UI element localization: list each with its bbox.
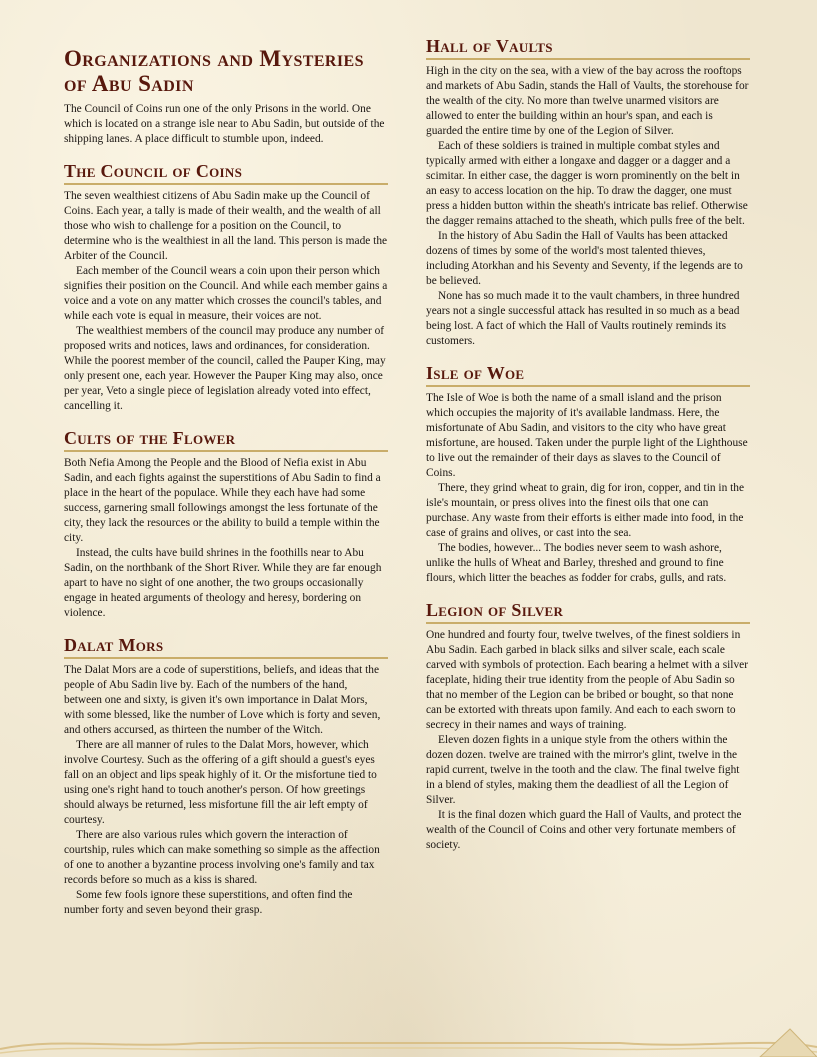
paragraph: None has so much made it to the vault chambers, in three hundred years not a single successful attack has resulted in so much as a bead being lost. A fact of which the Hall of Vaults routinely reminds its customers. bbox=[426, 290, 740, 347]
section-legion-of-silver bbox=[426, 600, 750, 853]
footer-ornament bbox=[0, 1019, 817, 1057]
intro-paragraph: The Council of Coins run one of the only Prisons in the world. One which is located on a strange isle near to Abu Sadin, but outside of the shipping lanes. A place difficult to stumble upon, indeed. bbox=[64, 103, 385, 145]
paragraph: The bodies, however... The bodies never seem to wash ashore, unlike the hulls of Wheat and Barley, threshed and ground to fine flours, which litter the beaches as fodder for crabs, gulls, and rats. bbox=[426, 542, 727, 584]
page-title: Organizations and Mysteries of Abu Sadin bbox=[64, 46, 364, 96]
intro-section bbox=[64, 102, 388, 147]
section-isle-of-woe bbox=[426, 363, 750, 586]
paragraph: Each member of the Council wears a coin upon their person which signifies their position on the Council. And while each member gains a voice and a vote on any matter which crosses the council's tables, and while each vote is equal in measure, their voices are not. bbox=[64, 265, 388, 322]
section-dalat-mors bbox=[64, 635, 388, 918]
paragraph: The Isle of Woe is both the name of a small island and the prison which occupies the majority of it's available landmass. Here, the misfortunate of Abu Sadin, and visitors to the city who have great misfortune, are housed. Taken under the purple light of the Lighthouse to live out the remainder of their days as slaves to the Council of Coins. bbox=[426, 392, 748, 479]
section-hall-of-vaults bbox=[426, 36, 750, 349]
paragraph: Each of these soldiers is trained in multiple combat styles and typically armed with either a longaxe and dagger or a dagger and a scimitar. In either case, the dagger is worn prominently on the belt in an easy to access location on the hip. To draw the dagger, one must press a hidden button within the sheath's intricate bas relief. Otherwise the dagger remains attached to the sheath, which pulls free of the belt. bbox=[426, 140, 748, 227]
paragraph: The seven wealthiest citizens of Abu Sadin make up the Council of Coins. Each year, a tally is made of their wealth, and the wealth of all those who wish to challenge for a position on the Council, to determine who is the wealthiest in all the land. This person is made the Arbiter of the Council. bbox=[64, 190, 388, 262]
paragraph: There are all manner of rules to the Dalat Mors, however, which involve Courtesy. Such as the offering of a gift should a guest's eyes fall on an object and lips speak highly of it. Or the misfortune tied to using one's right hand to touch another's person. Of how greetings should always be returned, less misfortune fill the air left empty of courtesy. bbox=[64, 739, 377, 826]
paragraph: There are also various rules which govern the interaction of courtship, rules which can make something so simple as the affection of one to another a byzantine process involving one's family and tax records before so much as a kiss is shared. bbox=[64, 829, 380, 886]
paragraph: In the history of Abu Sadin the Hall of Vaults has been attacked dozens of times by some of the world's most talented thieves, including Atorkhan and his Seventy and Seventy, if the legends are to be believed. bbox=[426, 230, 743, 287]
section-heading: Legion of Silver bbox=[426, 600, 750, 624]
section-heading: Dalat Mors bbox=[64, 635, 388, 659]
section-cults-of-the-flower bbox=[64, 428, 388, 621]
paragraph: Instead, the cults have build shrines in the foothills near to Abu Sadin, on the northbank of the Short River. While they are far enough apart to have no sight of one another, the two groups occasionally engage in heated arguments of theology and heresy, bordering on violence. bbox=[64, 547, 382, 619]
paragraph: It is the final dozen which guard the Hall of Vaults, and protect the wealth of the Council of Coins and other very fortunate members of society. bbox=[426, 809, 742, 851]
paragraph: The wealthiest members of the council may produce any number of proposed writs and notices, laws and ordinances, for consideration. While the poorest member of the council, called the Pauper King, may only present one, each year. However the Pauper King may also, once per year, Veto a single piece of legislation already voted into effect, cancelling it. bbox=[64, 325, 386, 412]
paragraph: The Dalat Mors are a code of superstitions, beliefs, and ideas that the people of Abu Sadin live by. Each of the numbers of the hand, between one and sixty, is given it's own importance in Dalat Mors, with some blessed, like the number of Love which is forty and seven, and others accursed, as thirteen the number of the Witch. bbox=[64, 664, 381, 736]
paragraph: Both Nefia Among the People and the Blood of Nefia exist in Abu Sadin, and each fights against the superstitions of Abu Sadin to find a place in the heart of the populace. While they each have had some success, garnering small followings amongst the less fortunate of the city, they lack the resources or the ability to build a temple within the city. bbox=[64, 457, 381, 544]
section-heading: The Council of Coins bbox=[64, 161, 388, 185]
paragraph: Eleven dozen fights in a unique style from the others within the dozen dozen. twelve are trained with the mirror's glint, twelve in the rapid current, twelve in the tooth and the claw. The final twelve fight in a blend of styles, making them the deadliest of all the Legion of Silver. bbox=[426, 734, 740, 806]
section-heading: Hall of Vaults bbox=[426, 36, 750, 60]
section-heading: Cults of the Flower bbox=[64, 428, 388, 452]
section-heading: Isle of Woe bbox=[426, 363, 750, 387]
paragraph: High in the city on the sea, with a view of the bay across the rooftops and markets of Abu Sadin, stands the Hall of Vaults, the storehouse for the wealth of the city. No more than twelve unarmed visitors are allowed to enter the building within an hour's span, and each is guarded the entire time by one of the Legion of Silver. bbox=[426, 65, 749, 137]
right-column bbox=[426, 36, 750, 867]
paragraph: There, they grind wheat to grain, dig for iron, copper, and tin in the isle's mountain, or press olives into the finest oils that one can purchase. Any waste from their efforts is either made into food, in the case of grains and olives, or cast into the sea. bbox=[426, 482, 745, 539]
paragraph: One hundred and fourty four, twelve twelves, of the finest soldiers in Abu Sadin. Each garbed in black silks and silver scale, each scale carved with symbols of protection. Each bearing a helmet with a silver faceplate, hiding their true identity from the people of Abu Sadin so that no member of the Legion can be bribed or bought, so that none can be extorted with threats upon family. And each to each sworn to secrecy in their names and ways of training. bbox=[426, 629, 749, 731]
paragraph: Some few fools ignore these superstitions, and often find the number forty and seven beyond their grasp. bbox=[64, 889, 353, 916]
left-column bbox=[64, 36, 388, 932]
section-council-of-coins bbox=[64, 161, 388, 414]
